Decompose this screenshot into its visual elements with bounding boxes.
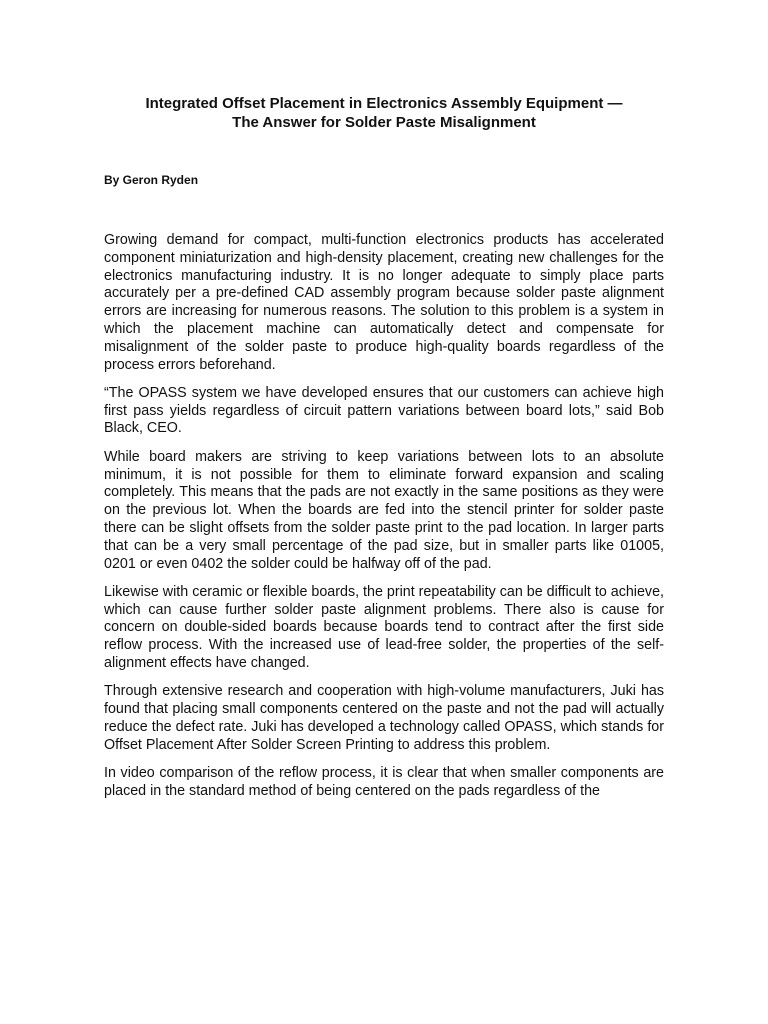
paragraph-5: Through extensive research and cooperation with high-volume manufacturers, Juki has found that placing small components centered on the paste and not the pad will actually reduce the defect rate. Juki has developed a technology called OPASS, which stands for Offset Placement After Solder Screen Printing to address this problem. <box>104 683 664 753</box>
paragraph-6: In video comparison of the reflow process, it is clear that when smaller components are placed in the standard method of being centered on the pads regardless of the <box>104 765 664 799</box>
document-title-line-2: The Answer for Solder Paste Misalignment <box>232 114 536 131</box>
paragraph-3: While board makers are striving to keep variations between lots to an absolute minimum, it is not possible for them to eliminate forward expansion and scaling completely. This means that the pads are not exactly in the same positions as they were on the previous lot. When the boards are fed into the stencil printer for solder paste there can be slight offsets from the solder paste print to the pad location. In larger parts that can be a very small percentage of the pad size, but in smaller parts like 01005, 0201 or even 0402 the solder could be halfway off of the pad. <box>104 448 664 572</box>
paragraph-2: “The OPASS system we have developed ensures that our customers can achieve high first pass yields regardless of circuit pattern variations between board lots,” said Bob Black, CEO. <box>104 384 664 437</box>
document-title <box>104 94 664 132</box>
paragraph-4: Likewise with ceramic or flexible boards, the print repeatability can be difficult to achieve, which can cause further solder paste alignment problems. There also is cause for concern on double-sided boards because boards tend to contract after the first side reflow process. With the increased use of lead-free solder, the properties of the self-alignment effects have changed. <box>104 583 664 672</box>
author-byline: By Geron Ryden <box>104 173 199 187</box>
article-body <box>104 232 664 811</box>
document-title-line-1: Integrated Offset Placement in Electronics Assembly Equipment — <box>145 95 623 112</box>
paragraph-1: Growing demand for compact, multi-function electronics products has accelerated component miniaturization and high-density placement, creating new challenges for the electronics manufacturing industry. It is no longer adequate to simply place parts accurately per a pre-defined CAD assembly program because solder paste alignment errors are increasing for numerous reasons. The solution to this problem is a system in which the placement machine can automatically detect and compensate for misalignment of the solder paste to produce high-quality boards regardless of the process errors beforehand. <box>104 232 664 373</box>
